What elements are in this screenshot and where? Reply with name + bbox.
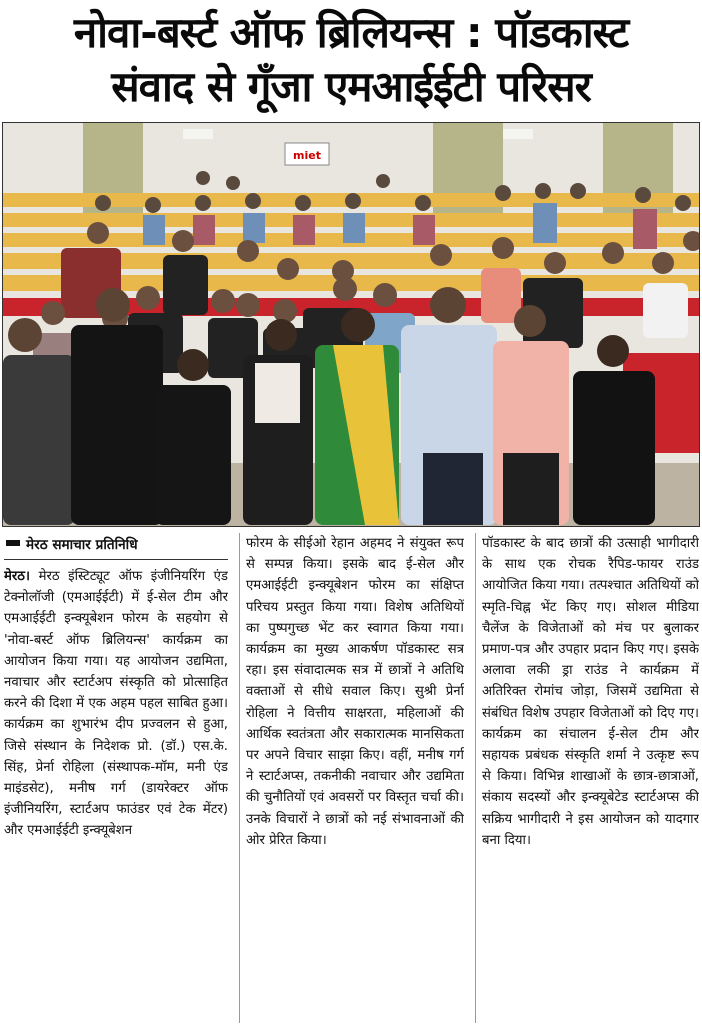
headline-line-1: नोवा-बर्स्ट ऑफ ब्रिलियन्स : पॉडकास्ट <box>73 8 629 57</box>
column-2-text: फोरम के सीईओ रेहान अहमद ने संयुक्त रूप से सम्पन्न किया। इसके बाद ई-सेल और एमआईईटी इन्क्यूबेशन फोरम का संक्षिप्त परिचय प्रस्तुत किया गया। विशेष अतिथियों का पुष्पगुच्छ भेंट कर स्वागत किया गया। कार्यक्रम का मुख्य आकर्षण पॉडकास्ट सत्र रहा। इस संवादात्मक सत्र में छात्रों ने अतिथि वक्ताओं से सीधे सवाल किए। सुश्री प्रेर्ना रोहिला ने वित्तीय साक्षरता, महिलाओं की आर्थिक स्वतंत्रता और सकारात्मक मानसिकता पर अपने विचार साझा किए। वहीं, मनीष गर्ग ने स्टार्टअप्स, तकनीकी नवाचार और उद्यमिता की चुनौतियों एवं अवसरों पर विस्तृत चर्चा की। उनके विचारों ने छात्रों को नई संभावनाओं की ओर प्रेरित किया। <box>246 536 464 848</box>
article-column-3 <box>475 533 699 1023</box>
byline: मेरठ समाचार प्रतिनिधि <box>4 533 228 560</box>
group-photo <box>2 122 700 527</box>
article-column-1 <box>4 533 228 1023</box>
banner-text: miet <box>293 149 321 162</box>
group-photo-illustration <box>3 123 700 527</box>
headline-line-2: संवाद से गूँजा एमआईईटी परिसर <box>111 62 591 111</box>
column-3-text: पॉडकास्ट के बाद छात्रों की उत्साही भागीदारी के साथ एक रोचक रैपिड-फायर राउंड आयोजित किया गया। तत्पश्चात अतिथियों को स्मृति-चिह्न भेंट किए गए। सोशल मीडिया चैलेंज के विजेताओं को मंच पर बुलाकर प्रमाण-पत्र और उपहार प्रदान किए गए। इसके अलावा लकी ड्रा राउंड ने कार्यक्रम में अतिरिक्त रोमांच जोड़ा, जिसमें उद्यमिता से संबंधित विशेष उपहार विजेताओं को दिए गए। कार्यक्रम का संचालन ई-सेल टीम और सहायक प्रबंधक संस्कृति शर्मा ने उत्कृष्ट रूप से किया। विभिन्न शाखाओं के छात्र-छात्राओं, संकाय सदस्यों और इन्क्यूबेटेड स्टार्टअप्स की सक्रिय भागीदारी ने इस आयोजन को यादगार बना दिया। <box>482 536 699 848</box>
headline <box>0 0 702 122</box>
dateline: मेरठ। <box>4 569 30 584</box>
article <box>0 533 702 1025</box>
article-paragraph-1 <box>4 566 228 842</box>
article-column-2 <box>239 533 464 1023</box>
column-1-text: मेरठ इंस्टिट्यूट ऑफ इंजीनियरिंग एंड टेक्नोलॉजी (एमआईईटी) में ई-सेल टीम और एमआईईटी इन्क्यूबेशन फोरम के सहयोग से 'नोवा-बर्स्ट ऑफ ब्रिलियन्स' कार्यक्रम का आयोजन किया गया। यह आयोजन उद्यमिता, नवाचार और स्टार्टअप संस्कृति को प्रोत्साहित करने की दिशा में एक अहम पहल साबित हुआ। कार्यक्रम का शुभारंभ दीप प्रज्वलन से हुआ, जिसे संस्थान के निदेशक प्रो. (डॉ.) एस.के. सिंह, प्रेर्ना रोहिला (संस्थापक-मॉम, मनी एंड माइंडसेट), मनीष गर्ग (डायरेक्टर ऑफ इंजीनियरिंग, स्टार्टअप फाउंडर एवं टेक मेंटर) और एमआईईटी इन्क्यूबेशन <box>4 569 228 839</box>
